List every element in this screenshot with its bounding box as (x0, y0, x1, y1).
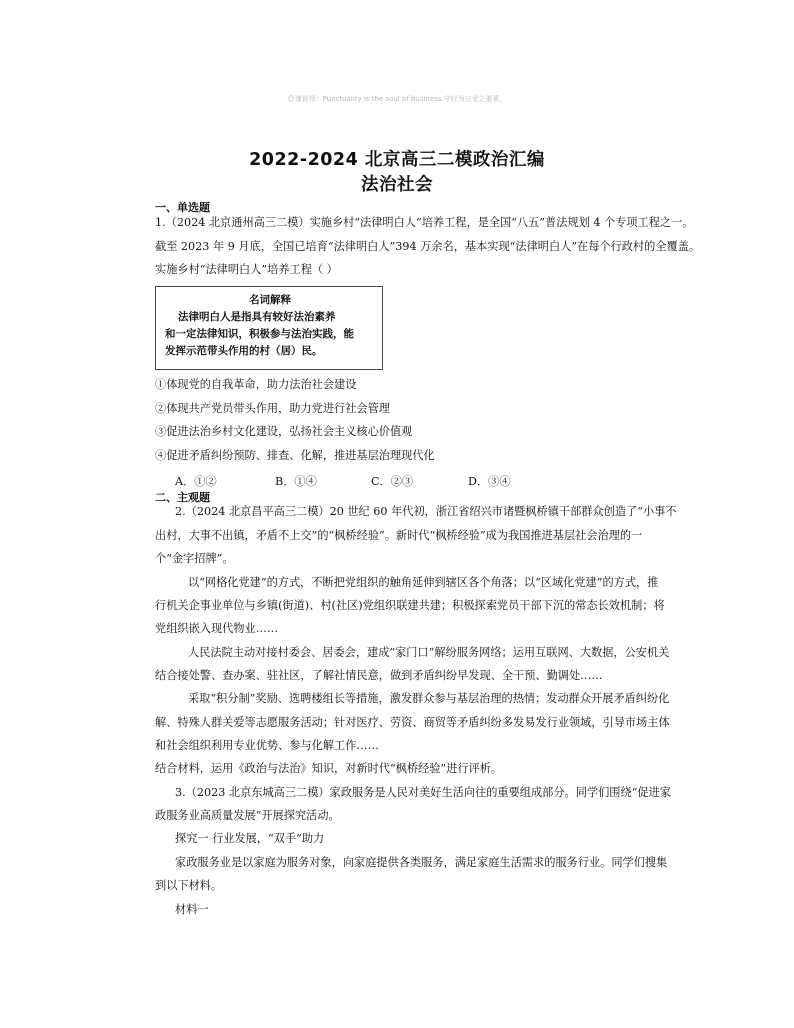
q3-line-1: 3.（2023 北京东城高三二模）家政服务是人民对美好生活向往的重要组成部分。同学们围绕“促进家 (175, 786, 671, 799)
watermark: ☺谨说得：Punctuality is the soul of business.守时为立业之要素。 (287, 95, 507, 103)
q2-line-1: 2.（2024 北京昌平高三二模）20 世纪 60 年代初，浙江省绍兴市诸暨枫桥镇干部群众创造了“小事不 (175, 505, 677, 518)
section-single-choice: 一、单选题 (155, 201, 210, 214)
q3-line-6: 材料一 (175, 903, 209, 916)
q2-line-2: 出村，大事不出镇，矛盾不上交”的“枫桥经验”。新时代“枫桥经验”成为我国推进基层社会治理的一 (155, 529, 643, 542)
q1-line-1: 1.（2024 北京通州高三二模）实施乡村“法律明白人”培养工程，是全国“八五”普法规划 4 个专项工程之一。 (155, 216, 694, 229)
q2-line-8: 结合接处警、查办案、驻社区，了解社情民意，做到矛盾纠纷早发现、全干预、勤调处…… (155, 669, 603, 682)
statement-2: ②体现共产党员带头作用，助力党进行社会管理 (155, 402, 390, 415)
q1-line-2: 截至 2023 年 9 月底，全国已培育“法律明白人”394 万余名，基本实现“法律明白人”在每个行政村的全覆盖。 (155, 240, 701, 253)
box-title: 名词解释 (249, 294, 291, 306)
q2-line-6: 党组织嵌入现代物业…… (155, 622, 279, 635)
box-line-1: 法律明白人是指具有较好法治素养 (178, 311, 336, 323)
q2-line-3: 个“金字招牌”。 (155, 552, 234, 565)
q2-line-7: 人民法院主动对接村委会、居委会，建成“家门口”解纷服务网络；运用互联网、大数据，公安机关 (188, 646, 670, 659)
q2-line-9: 采取“积分制”奖励、选聘楼组长等措施，激发群众参与基层治理的热情；发动群众开展矛盾纠纷化 (188, 692, 670, 705)
option-b: B．①④ (275, 475, 317, 488)
q3-line-3: 探究一 行业发展，“双手”助力 (175, 832, 325, 845)
q1-line-3: 实施乡村“法律明白人”培养工程（ ） (155, 263, 338, 276)
statement-3: ③促进法治乡村文化建设，弘扬社会主义核心价值观 (155, 425, 413, 438)
option-c: C．②③ (371, 475, 414, 488)
option-a: A．①② (175, 475, 217, 488)
box-line-2: 和一定法律知识，积极参与法治实践，能 (165, 328, 354, 340)
q2-line-11: 和社会组织利用专业优势、参与化解工作…… (155, 739, 379, 752)
q2-line-4: 以“网格化党建”的方式，不断把党组织的触角延伸到辖区各个角落；以“区域化党建”的方式，推 (188, 576, 659, 589)
statement-1: ①体现党的自我革命，助力法治社会建设 (155, 378, 357, 391)
page-subtitle: 法治社会 (361, 175, 433, 195)
section-subjective: 二、主观题 (155, 491, 210, 504)
term-explanation-box (155, 286, 383, 370)
statement-4: ④促进矛盾纠纷预防、排查、化解，推进基层治理现代化 (155, 449, 435, 462)
box-line-3: 发挥示范带头作用的村（居）民。 (165, 345, 323, 357)
q3-line-2: 政服务业高质量发展”开展探究活动。 (155, 809, 340, 822)
page-title: 2022-2024 北京高三二模政治汇编 (249, 150, 545, 170)
q3-line-5: 到以下材料。 (155, 879, 223, 892)
q2-question: 结合材料，运用《政治与法治》知识，对新时代“枫桥经验”进行评析。 (155, 762, 503, 775)
q2-line-10: 解、特殊人群关爱等志愿服务活动；针对医疗、劳资、商贸等矛盾纠纷多发易发行业领域，引导市场主体 (155, 716, 670, 729)
q2-line-5: 行机关企事业单位与乡镇(街道)、村(社区)党组织联建共建；积极探索党员干部下沉的常态长效机制；将 (155, 599, 665, 612)
q3-line-4: 家政服务业是以家庭为服务对象，向家庭提供各类服务，满足家庭生活需求的服务行业。同学们搜集 (175, 856, 668, 869)
option-d: D．③④ (468, 475, 511, 488)
